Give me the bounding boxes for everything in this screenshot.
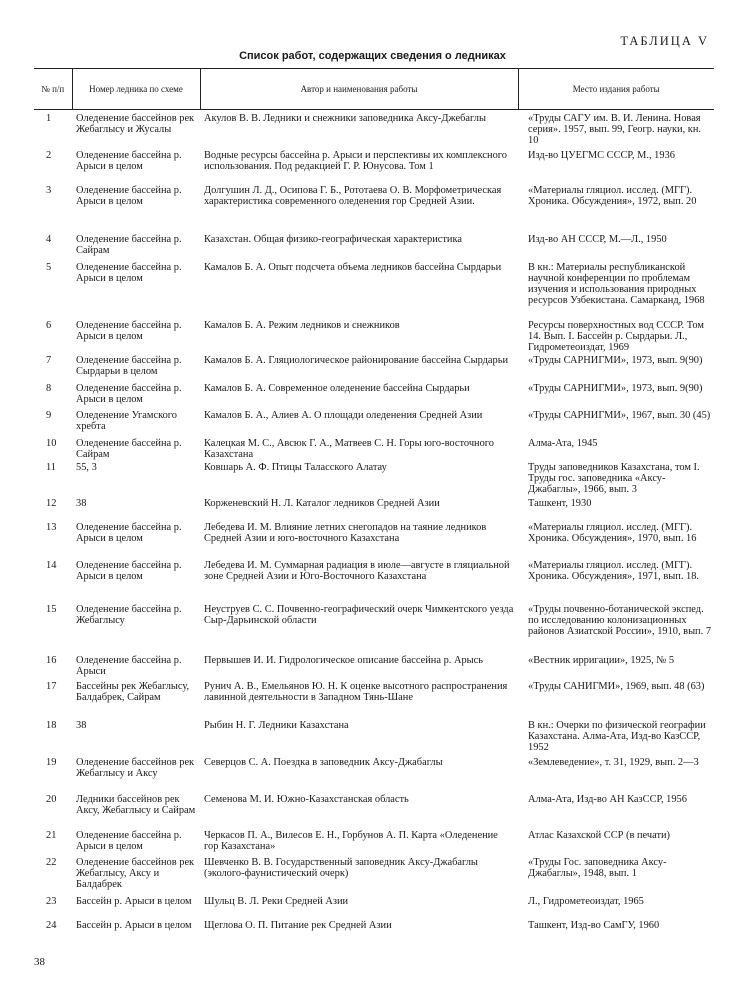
glacier-cell: Оледенение бассейнов рек Жебаглысу и Жусалы <box>76 113 195 136</box>
glacier-cell: Оледенение бассейна р. Сайрам <box>76 437 182 460</box>
glacier-cell: Оледенение бассейнов рек Жебаглысу, Аксу и Балдабрек <box>76 856 195 890</box>
place-cell: Алма-Ата, 1945 <box>528 437 598 449</box>
glacier-cell: 55, 3 <box>76 461 97 473</box>
author-cell: Рунич А. В., Емельянов Ю. Н. К оценке высотного распространения лавинной деятельности в Западном Тянь-Шане <box>204 680 508 703</box>
author-cell: Лебедева И. М. Суммарная радиация в июле—августе в гляциальной зоне Средней Азии и Юго-Восточного Казахстана <box>204 559 510 582</box>
number-cell: 13 <box>46 521 57 533</box>
author-cell: Рыбин Н. Г. Ледники Казахстана <box>204 719 349 731</box>
glacier-cell: Оледенение бассейна р. Арыси в целом <box>76 829 182 852</box>
place-cell: «Материалы гляциол. исслед. (МГГ). Хроника. Обсуждения», 1970, вып. 16 <box>528 521 697 544</box>
number-cell: 17 <box>46 680 57 692</box>
glacier-cell: Оледенение бассейна р. Арыси в целом <box>76 382 182 405</box>
author-cell: Ковшарь А. Ф. Птицы Таласского Алатау <box>204 461 387 473</box>
author-cell: Шевченко В. В. Государственный заповедник Аксу-Джабаглы (эколого-фаунистический очерк) <box>204 856 478 879</box>
place-cell: «Труды САРНИГМИ», 1967, вып. 30 (45) <box>528 409 711 421</box>
place-cell: «Труды САГУ им. В. И. Ленина. Новая серия». 1957, вып. 99, Геогр. науки, кн. 10 <box>528 113 702 147</box>
author-cell: Долгушин Л. Д., Осипова Г. Б., Рототаева О. В. Морфометрическая характеристика современного оледенения гор Средней Азии. <box>204 184 502 207</box>
glacier-cell: Оледенение бассейна р. Арыси в целом <box>76 184 182 207</box>
table-row <box>34 410 714 438</box>
glacier-cell: Оледенение Угамского хребта <box>76 409 177 432</box>
table-row <box>34 720 714 757</box>
table-row <box>34 262 714 320</box>
glacier-cell: Оледенение бассейна р. Арыси в целом <box>76 521 182 544</box>
table-row <box>34 681 714 720</box>
place-cell: Ресурсы поверхностных вод СССР. Том 14. Вып. I. Бассейн р. Сырдарьи. Л., Гидрометеоиздат, 1969 <box>528 319 704 353</box>
table-row <box>34 498 714 522</box>
number-cell: 5 <box>46 261 52 273</box>
author-cell: Камалов Б. А. Гляциологическое районирование бассейна Сырдарьи <box>204 354 509 366</box>
number-cell: 14 <box>46 559 57 571</box>
place-cell: В кн.: Материалы республиканской научной конференции по проблемам изучения и использования природных ресурсов Узбекистана. Самарканд, 1968 <box>528 261 705 307</box>
header-author: Автор и наименования работы <box>200 69 518 110</box>
author-cell: Камалов Б. А., Алиев А. О площади оледенения Средней Азии <box>204 409 483 421</box>
number-cell: 24 <box>46 919 57 931</box>
glacier-cell: Оледенение бассейна р. Сайрам <box>76 233 182 256</box>
table-row <box>34 150 714 185</box>
glacier-cell: Оледенение бассейна р. Жебаглысу <box>76 603 182 626</box>
place-cell: Труды заповедников Казахстана, том I. Труды гос. заповедника «Аксу-Джабаглы», 1966, вып. 3 <box>528 461 700 495</box>
table-row <box>34 185 714 234</box>
author-cell: Камалов Б. А. Современное оледенение бассейна Сырдарьи <box>204 382 470 394</box>
number-cell: 16 <box>46 654 57 666</box>
place-cell: «Труды САНИГМИ», 1969, вып. 48 (63) <box>528 680 705 692</box>
number-cell: 10 <box>46 437 57 449</box>
author-cell: Акулов В. В. Ледники и снежники заповедника Аксу-Джебаглы <box>204 113 486 124</box>
place-cell: «Вестник ирригации», 1925, № 5 <box>528 654 675 666</box>
number-cell: 19 <box>46 756 57 768</box>
number-cell: 22 <box>46 856 57 868</box>
table-row <box>34 320 714 355</box>
table-header <box>34 69 714 110</box>
author-cell: Казахстан. Общая физико-географическая характеристика <box>204 233 462 245</box>
number-cell: 15 <box>46 603 57 615</box>
table-body <box>34 110 714 956</box>
glacier-cell: Оледенение бассейна р. Арыси в целом <box>76 149 182 172</box>
author-cell: Шульц В. Л. Реки Средней Азии <box>204 895 349 907</box>
number-cell: 2 <box>46 149 52 161</box>
author-cell: Камалов Б. А. Опыт подсчета объема ледников бассейна Сырдарьи <box>204 261 502 273</box>
table-row <box>34 560 714 604</box>
number-cell: 9 <box>46 409 52 421</box>
glacier-cell: Оледенение бассейна р. Сырдарьи в целом <box>76 354 182 377</box>
place-cell: Атлас Казахской ССР (в печати) <box>528 829 671 841</box>
table-row <box>34 355 714 383</box>
number-cell: 6 <box>46 319 52 331</box>
author-cell: Корженевский Н. Л. Каталог ледников Средней Азии <box>204 497 440 509</box>
number-cell: 23 <box>46 895 57 907</box>
table-row <box>34 462 714 498</box>
table-row <box>34 757 714 794</box>
number-cell: 18 <box>46 719 57 731</box>
place-cell: Ташкент, Изд-во СамГУ, 1960 <box>528 919 660 931</box>
glacier-cell: Оледенение бассейна р. Арыси в целом <box>76 319 182 342</box>
author-cell: Калецкая М. С., Авсюк Г. А., Матвеев С. Н. Горы юго-восточного Казахстана <box>204 437 495 460</box>
table-row <box>34 604 714 655</box>
author-cell: Лебедева И. М. Влияние летних снегопадов на таяние ледников Средней Азии и юго-восточного Казахстана <box>204 521 487 544</box>
works-table <box>34 68 714 956</box>
author-cell: Северцов С. А. Поездка в заповедник Аксу-Джабаглы <box>204 756 443 768</box>
place-cell: «Землеведение», т. 31, 1929, вып. 2—3 <box>528 756 699 768</box>
table-row <box>34 383 714 410</box>
place-cell: Алма-Ата, Изд-во АН КазССР, 1956 <box>528 793 687 805</box>
glacier-cell: 38 <box>76 497 87 509</box>
glacier-cell: Оледенение бассейнов рек Жебаглысу и Аксу <box>76 756 195 779</box>
table-row <box>34 110 714 150</box>
author-cell: Семенова М. И. Южно-Казахстанская область <box>204 793 409 805</box>
number-cell: 8 <box>46 382 52 394</box>
table-row <box>34 655 714 681</box>
number-cell: 20 <box>46 793 57 805</box>
glacier-cell: Оледенение бассейна р. Арыси в целом <box>76 261 182 284</box>
place-cell: «Труды Гос. заповедника Аксу-Джабаглы», 1948, вып. 1 <box>528 856 667 879</box>
table-label: ТАБЛИЦА V <box>620 34 709 48</box>
glacier-cell: Бассейн р. Арыси в целом <box>76 919 192 931</box>
table-row <box>34 438 714 462</box>
table-row <box>34 830 714 857</box>
glacier-cell: Ледники бассейнов рек Аксу, Жебаглысу и Сайрам <box>76 793 196 816</box>
table-row <box>34 857 714 896</box>
number-cell: 7 <box>46 354 52 366</box>
table-row <box>34 234 714 262</box>
place-cell: Изд-во АН СССР, М.—Л., 1950 <box>528 233 667 245</box>
header-number: № п/п <box>34 69 72 110</box>
number-cell: 4 <box>46 233 52 245</box>
table-row <box>34 794 714 830</box>
place-cell: «Труды САРНИГМИ», 1973, вып. 9(90) <box>528 354 703 366</box>
header-place: Место издания работы <box>518 69 714 110</box>
place-cell: «Материалы гляциол. исслед. (МГГ). Хроника. Обсуждения», 1972, вып. 20 <box>528 184 697 207</box>
author-cell: Щеглова О. П. Питание рек Средней Азии <box>204 919 392 931</box>
glacier-cell: Бассейны рек Жебаглысу, Балдабрек, Сайрам <box>76 680 190 703</box>
number-cell: 3 <box>46 184 52 196</box>
number-cell: 1 <box>46 113 52 124</box>
author-cell: Первышев И. И. Гидрологическое описание бассейна р. Арысь <box>204 654 483 666</box>
author-cell: Камалов Б. А. Режим ледников и снежников <box>204 319 400 331</box>
number-cell: 21 <box>46 829 57 841</box>
glacier-cell: Оледенение бассейна р. Арыси в целом <box>76 559 182 582</box>
place-cell: Изд-во ЦУЕГМС СССР, М., 1936 <box>528 149 675 161</box>
author-cell: Черкасов П. А., Вилесов Е. Н., Горбунов А. П. Карта «Оледенение гор Казахстана» <box>204 829 498 852</box>
table-row <box>34 920 714 956</box>
document-title: Список работ, содержащих сведения о ледниках <box>239 50 506 62</box>
author-cell: Неуструев С. С. Почвенно-географический очерк Чимкентского уезда Сыр-Дарьинской области <box>204 603 514 626</box>
place-cell: «Труды почвенно-ботанической экспед. по исследованию колонизационных районов Азиатской России», 1910, вып. 7 <box>528 603 712 637</box>
glacier-cell: 38 <box>76 719 87 731</box>
page-number: 38 <box>34 956 45 968</box>
glacier-cell: Бассейн р. Арыси в целом <box>76 895 192 907</box>
place-cell: «Материалы гляциол. исслед. (МГГ). Хроника. Обсуждения», 1971, вып. 18. <box>528 559 700 582</box>
table-row <box>34 522 714 560</box>
author-cell: Водные ресурсы бассейна р. Арыси и перспективы их комплексного использования. Под редакцией Г. Р. Юнусова. Том 1 <box>204 149 507 172</box>
place-cell: В кн.: Очерки по физической географии Казахстана. Алма-Ата, Изд-во КазССР, 1952 <box>528 719 706 753</box>
glacier-cell: Оледенение бассейна р. Арыси <box>76 654 182 677</box>
number-cell: 11 <box>46 461 57 473</box>
place-cell: «Труды САРНИГМИ», 1973, вып. 9(90) <box>528 382 703 394</box>
place-cell: Л., Гидрометеоиздат, 1965 <box>528 895 644 907</box>
place-cell: Ташкент, 1930 <box>528 497 592 509</box>
number-cell: 12 <box>46 497 57 509</box>
table-row <box>34 896 714 920</box>
header-glacier: Номер ледника по схеме <box>72 69 200 110</box>
